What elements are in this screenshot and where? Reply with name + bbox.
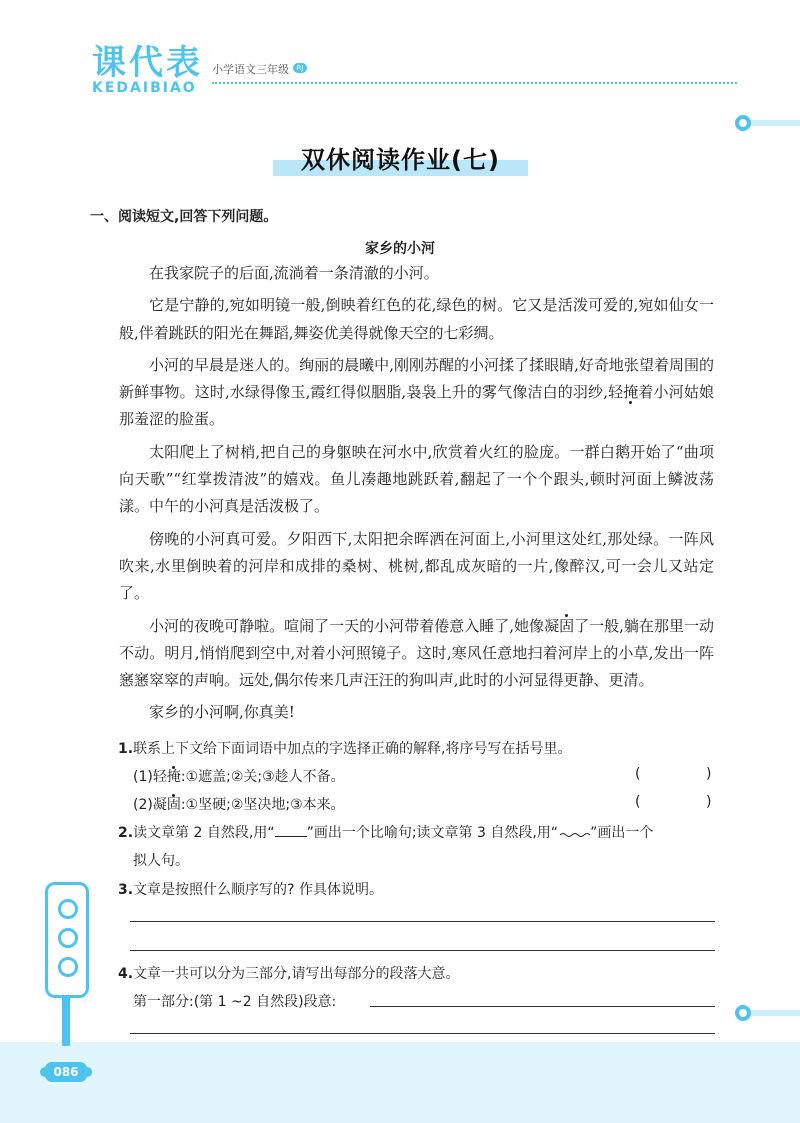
footer-band: [0, 1042, 800, 1123]
decor-dot-bottom: [735, 1005, 751, 1021]
paragraph-6-tail: 了一般,躺在那里一动不动。明月,悄悄爬到空中,对着小河照镜子。这时,寒风任意地扫着河岸上的小草,发出一阵窸窸窣窣的声响。远处,偶尔传来几声汪汪的狗叫声,此时的小河显得更静、更清。: [119, 616, 714, 690]
light-circle-icon: [58, 957, 78, 977]
traffic-light-stem: [62, 996, 70, 1046]
question-2-continued: 拟人句。: [133, 853, 189, 869]
opt1-choices: :①遮盖;②关;③趁人不备。: [180, 769, 345, 785]
opt2-choices: :①坚硬;②坚决地;③本来。: [180, 797, 345, 813]
light-circle-icon: [58, 928, 78, 948]
marked-char-yan: 掩: [623, 383, 639, 402]
paragraph-3: [119, 352, 714, 434]
question-1-option-1: [133, 766, 345, 786]
answer-line-1[interactable]: [130, 921, 715, 922]
paragraph-3-tail: 着小河姑娘那羞涩的脸蛋。: [119, 383, 714, 429]
paragraph-1: 在我家院子的后面,流淌着一条清澈的小河。: [149, 264, 439, 282]
paragraph-4: 太阳爬上了树梢,把自己的身躯映在河水中,欣赏着火红的脸庞。一群白鹅开始了“曲项向天歌”“红掌拨清波”的嬉戏。鱼儿凑趣地跳跃着,翻起了一个个跟头,顿时河面上鳞波荡漾。中午的小河真是活泼极了。: [119, 442, 714, 516]
answer-paren-open-2: (: [635, 794, 641, 810]
question-2-number: 2.: [118, 825, 134, 841]
opt2-prefix: (2)凝: [133, 797, 167, 813]
brand-logo: 课代表: [92, 43, 203, 83]
grade-label: 小学语文三年级: [212, 63, 289, 76]
question-4-text: 文章一共可以分为三部分,请写出每部分的段落大意。: [133, 966, 460, 982]
paragraph-2: 它是宁静的,宛如明镜一般,倒映着红色的花,绿色的树。它又是活泼可爱的,宛如仙女一般,伴着跳跃的阳光在舞蹈,舞姿优美得就像天空的七彩绸。: [119, 296, 714, 342]
light-circle-icon: [58, 899, 78, 919]
question-4-part-1: 第一部分:(第 1 ~2 自然段)段意:: [133, 994, 337, 1010]
question-3: [118, 879, 383, 899]
question-2: [118, 822, 653, 842]
answer-paren-close-1: ): [706, 766, 712, 782]
opt1-prefix: (1)轻: [133, 769, 167, 785]
paragraph-3-text: 小河的早晨是迷人的。绚丽的晨曦中,刚刚苏醒的小河揉了揉眼睛,好奇地张望着周围的新鲜事物。这时,水绿得像玉,霞红得似胭脂,袅袅上升的雾气像洁白的羽纱,轻: [119, 355, 714, 402]
grade-tag: RJ: [293, 63, 307, 73]
page-title-block: [273, 140, 528, 176]
question-1-text: 联系上下文给下面词语中加点的字选择正确的解释,将序号写在括号里。: [133, 741, 572, 757]
question-4-number: 4.: [118, 966, 134, 982]
question-3-text: 文章是按照什么顺序写的? 作具体说明。: [133, 882, 383, 898]
paragraph-6-text: 小河的夜晚可静啦。喧闹了一天的小河带着倦意入睡了,她像凝: [149, 616, 560, 635]
opt2-marked-char: 固: [166, 797, 181, 813]
answer-paren-close-2: ): [706, 794, 712, 810]
question-2-text-a: 读文章第 2 自然段,用“: [133, 825, 275, 841]
question-1: [118, 738, 572, 758]
paragraph-5: 傍晚的小河真可爱。夕阳西下,太阳把余晖洒在河面上,小河里这处红,那处绿。一阵风吹来,水里倒映着的河岸和成排的桑树、桃树,都乱成灰暗的一片,像醉汉,可一会儿又站定了。: [119, 529, 714, 603]
question-1-number: 1.: [118, 741, 134, 757]
paragraph-7: 家乡的小河啊,你真美!: [149, 703, 295, 722]
paragraph-6: [119, 613, 714, 695]
answer-line-3[interactable]: [130, 1033, 715, 1034]
header-dotted-divider: [212, 82, 737, 84]
passage: [119, 260, 714, 732]
question-2-text-c: ”画出一个: [590, 825, 654, 841]
decor-bar-bottom: [748, 1010, 800, 1016]
brand-pinyin: KEDAIBIAO: [92, 80, 197, 96]
question-3-number: 3.: [118, 882, 134, 898]
answer-paren-open-1: (: [635, 766, 641, 782]
page-number: 086: [45, 1062, 87, 1082]
part-1-answer-line[interactable]: [370, 1006, 715, 1007]
question-2-text-b: ”画出一个比喻句;读文章第 3 自然段,用“: [306, 825, 559, 841]
straight-underline-sample: [275, 824, 307, 837]
marked-char-gu: 固: [559, 616, 575, 635]
question-1-option-2: [133, 794, 345, 814]
decor-dot-top: [735, 115, 751, 131]
decor-bar-top: [748, 120, 800, 126]
wavy-underline-sample: [558, 825, 590, 837]
section-heading: 一、阅读短文,回答下列问题。: [90, 209, 278, 225]
page-title: 双休阅读作业(七): [301, 146, 500, 174]
story-title: 家乡的小河: [365, 241, 435, 257]
answer-line-2[interactable]: [130, 950, 715, 951]
traffic-light-icon: [45, 882, 89, 998]
question-4: [118, 963, 460, 983]
opt1-marked-char: 掩: [166, 769, 181, 785]
